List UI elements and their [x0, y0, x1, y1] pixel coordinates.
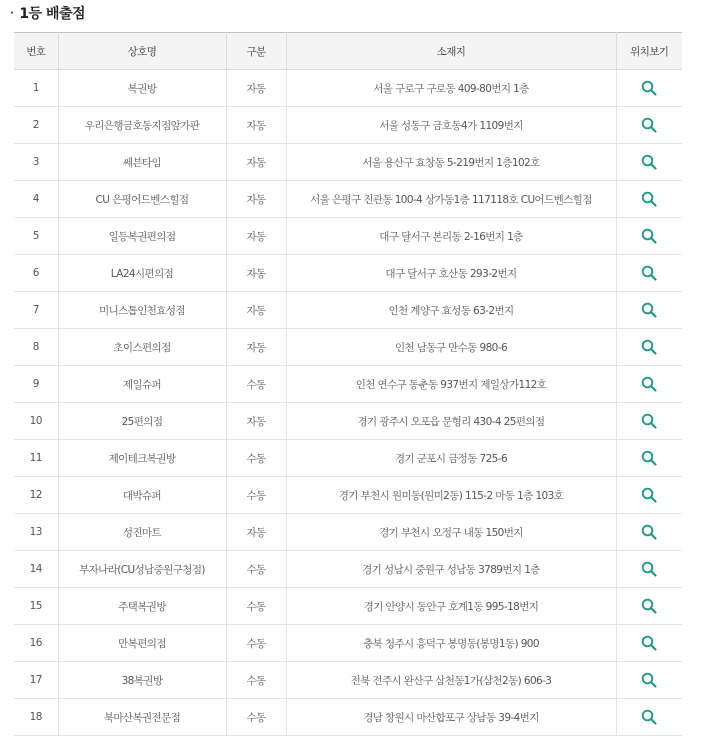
cell-no: 10 — [14, 403, 58, 440]
cell-no: 15 — [14, 588, 58, 625]
winning-stores-table — [14, 32, 682, 736]
cell-location — [616, 329, 682, 366]
cell-address: 서울 구로구 구로동 409-80번지 1층 — [286, 70, 616, 107]
search-icon — [641, 598, 657, 614]
cell-type: 수동 — [226, 440, 286, 477]
search-icon — [641, 228, 657, 244]
cell-store-name: 북마산복권전문점 — [58, 699, 226, 736]
cell-location — [616, 699, 682, 736]
header-type: 구분 — [226, 33, 286, 70]
table-row — [14, 144, 682, 181]
search-icon — [641, 672, 657, 688]
cell-address: 인천 남동구 만수동 980-6 — [286, 329, 616, 366]
cell-address: 경기 부천시 원미동(원미2동) 115-2 마동 1층 103호 — [286, 477, 616, 514]
cell-location — [616, 588, 682, 625]
table-row — [14, 440, 682, 477]
cell-location — [616, 366, 682, 403]
cell-location — [616, 255, 682, 292]
cell-store-name: 부자나라(CU성남중원구청점) — [58, 551, 226, 588]
search-icon — [641, 561, 657, 577]
bullet-icon: · — [10, 7, 14, 19]
cell-location — [616, 440, 682, 477]
table-row — [14, 70, 682, 107]
table-row — [14, 107, 682, 144]
table-row — [14, 551, 682, 588]
cell-type: 자동 — [226, 144, 286, 181]
search-icon — [641, 265, 657, 281]
cell-location — [616, 107, 682, 144]
table-row — [14, 255, 682, 292]
view-location-button[interactable] — [639, 485, 659, 505]
cell-no: 12 — [14, 477, 58, 514]
view-location-button[interactable] — [639, 263, 659, 283]
cell-address: 서울 은평구 진관동 100-4 상가동1층 117118호 CU어드벤스힐점 — [286, 181, 616, 218]
view-location-button[interactable] — [639, 670, 659, 690]
cell-no: 9 — [14, 366, 58, 403]
search-icon — [641, 635, 657, 651]
cell-type: 자동 — [226, 255, 286, 292]
view-location-button[interactable] — [639, 78, 659, 98]
cell-address: 서울 성동구 금호동4가 1109번지 — [286, 107, 616, 144]
cell-type: 수동 — [226, 588, 286, 625]
view-location-button[interactable] — [639, 707, 659, 727]
table-row — [14, 403, 682, 440]
cell-no: 8 — [14, 329, 58, 366]
cell-type: 자동 — [226, 107, 286, 144]
cell-location — [616, 662, 682, 699]
cell-no: 11 — [14, 440, 58, 477]
cell-address: 대구 달서구 본리동 2-16번지 1층 — [286, 218, 616, 255]
cell-store-name: CU 은평어드벤스힐점 — [58, 181, 226, 218]
winning-stores-table-wrap — [14, 32, 682, 736]
table-row — [14, 477, 682, 514]
view-location-button[interactable] — [639, 522, 659, 542]
cell-store-name: LA24시편의점 — [58, 255, 226, 292]
cell-type: 자동 — [226, 329, 286, 366]
cell-location — [616, 70, 682, 107]
table-row — [14, 588, 682, 625]
cell-address: 경남 창원시 마산합포구 상남동 39-4번지 — [286, 699, 616, 736]
cell-no: 2 — [14, 107, 58, 144]
search-icon — [641, 376, 657, 392]
cell-type: 수동 — [226, 366, 286, 403]
table-row — [14, 514, 682, 551]
view-location-button[interactable] — [639, 448, 659, 468]
table-row — [14, 218, 682, 255]
table-row — [14, 181, 682, 218]
cell-no: 18 — [14, 699, 58, 736]
cell-store-name: 제일슈퍼 — [58, 366, 226, 403]
cell-no: 16 — [14, 625, 58, 662]
cell-no: 1 — [14, 70, 58, 107]
cell-store-name: 대박슈퍼 — [58, 477, 226, 514]
view-location-button[interactable] — [639, 559, 659, 579]
search-icon — [641, 487, 657, 503]
cell-store-name: 쎄븐타임 — [58, 144, 226, 181]
view-location-button[interactable] — [639, 633, 659, 653]
view-location-button[interactable] — [639, 226, 659, 246]
cell-type: 자동 — [226, 292, 286, 329]
cell-location — [616, 625, 682, 662]
search-icon — [641, 302, 657, 318]
cell-no: 3 — [14, 144, 58, 181]
cell-no: 6 — [14, 255, 58, 292]
cell-location — [616, 477, 682, 514]
cell-store-name: 제이테크복권방 — [58, 440, 226, 477]
cell-address: 경기 군포시 금정동 725-6 — [286, 440, 616, 477]
cell-type: 자동 — [226, 181, 286, 218]
table-row — [14, 329, 682, 366]
cell-address: 경기 부천시 오정구 내동 150번지 — [286, 514, 616, 551]
search-icon — [641, 339, 657, 355]
cell-location — [616, 551, 682, 588]
view-location-button[interactable] — [639, 189, 659, 209]
cell-address: 인천 연수구 동춘동 937번지 제일상가112호 — [286, 366, 616, 403]
cell-address: 경기 안양시 동안구 호계1동 995-18번지 — [286, 588, 616, 625]
cell-type: 수동 — [226, 625, 286, 662]
cell-no: 7 — [14, 292, 58, 329]
search-icon — [641, 154, 657, 170]
header-location: 위치보기 — [616, 33, 682, 70]
cell-address: 경기 성남시 중원구 성남동 3789번지 1층 — [286, 551, 616, 588]
cell-address: 서울 용산구 효창동 5-219번지 1층102호 — [286, 144, 616, 181]
cell-location — [616, 144, 682, 181]
table-row — [14, 662, 682, 699]
search-icon — [641, 117, 657, 133]
header-name: 상호명 — [58, 33, 226, 70]
search-icon — [641, 450, 657, 466]
search-icon — [641, 80, 657, 96]
cell-location — [616, 403, 682, 440]
cell-type: 수동 — [226, 477, 286, 514]
search-icon — [641, 709, 657, 725]
cell-store-name: 성진마트 — [58, 514, 226, 551]
cell-no: 13 — [14, 514, 58, 551]
cell-type: 자동 — [226, 514, 286, 551]
cell-no: 5 — [14, 218, 58, 255]
view-location-button[interactable] — [639, 337, 659, 357]
header-address: 소재지 — [286, 33, 616, 70]
header-no: 번호 — [14, 33, 58, 70]
cell-store-name: 25편의점 — [58, 403, 226, 440]
cell-address: 충북 청주시 흥덕구 봉명동(봉명1동) 900 — [286, 625, 616, 662]
table-row — [14, 292, 682, 329]
cell-store-name: 주택복권방 — [58, 588, 226, 625]
search-icon — [641, 524, 657, 540]
view-location-button[interactable] — [639, 374, 659, 394]
section-title — [10, 0, 85, 26]
view-location-button[interactable] — [639, 596, 659, 616]
cell-location — [616, 218, 682, 255]
cell-address: 인천 계양구 효성동 63-2번지 — [286, 292, 616, 329]
cell-address: 대구 달서구 호산동 293-2번지 — [286, 255, 616, 292]
table-row — [14, 366, 682, 403]
view-location-button[interactable] — [639, 115, 659, 135]
cell-store-name: 만복편의점 — [58, 625, 226, 662]
cell-store-name: 38복권방 — [58, 662, 226, 699]
cell-store-name: 복권방 — [58, 70, 226, 107]
cell-store-name: 일등복권편의점 — [58, 218, 226, 255]
cell-type: 자동 — [226, 218, 286, 255]
cell-type: 수동 — [226, 551, 286, 588]
cell-store-name: 미니스톱인천효성점 — [58, 292, 226, 329]
cell-store-name: 우리은행금호동지점앞가판 — [58, 107, 226, 144]
table-body — [14, 70, 682, 736]
cell-location — [616, 292, 682, 329]
search-icon — [641, 191, 657, 207]
table-row — [14, 699, 682, 736]
cell-location — [616, 514, 682, 551]
cell-type: 수동 — [226, 699, 286, 736]
cell-address: 경기 광주시 오포읍 문형리 430-4 25편의점 — [286, 403, 616, 440]
cell-no: 14 — [14, 551, 58, 588]
cell-location — [616, 181, 682, 218]
cell-type: 수동 — [226, 662, 286, 699]
page-title: 1등 배출점 — [19, 6, 86, 22]
view-location-button[interactable] — [639, 300, 659, 320]
cell-no: 17 — [14, 662, 58, 699]
view-location-button[interactable] — [639, 411, 659, 431]
cell-store-name: 초이스편의점 — [58, 329, 226, 366]
cell-type: 자동 — [226, 70, 286, 107]
cell-no: 4 — [14, 181, 58, 218]
cell-address: 전북 전주시 완산구 삼천동1가(삼천2동) 606-3 — [286, 662, 616, 699]
cell-type: 자동 — [226, 403, 286, 440]
search-icon — [641, 413, 657, 429]
view-location-button[interactable] — [639, 152, 659, 172]
table-row — [14, 625, 682, 662]
table-header-row — [14, 33, 682, 70]
